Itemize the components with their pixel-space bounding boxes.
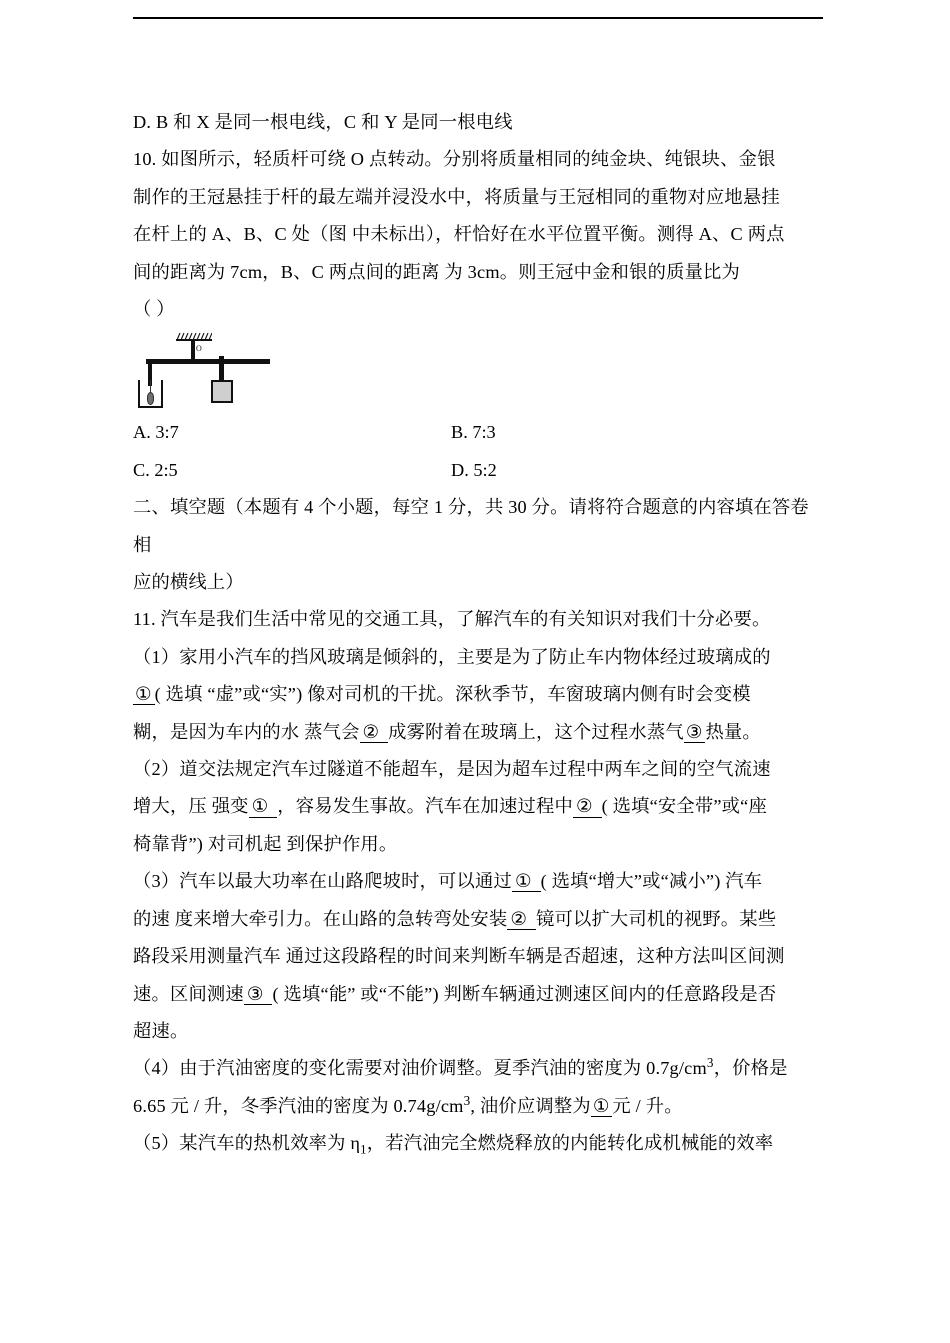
question-10-prev-option-d: D. B 和 X 是同一根电线，C 和 Y 是同一根电线 (133, 112, 513, 132)
answer-blank-9[interactable]: ① (591, 1097, 613, 1117)
question-11-part1-line-1: （1）家用小汽车的挡风玻璃是倾斜的，主要是为了防止车内物体经过玻璃成的 (133, 646, 771, 667)
answer-blank-3[interactable]: ③ (684, 723, 706, 743)
question-11-part3-text-1b: ( 选填“增大”或“减小”) 汽车 (540, 871, 763, 892)
question-11-part3-line-5: 超速。 (133, 1020, 189, 1041)
question-11-part3-line-4 (133, 976, 823, 1013)
question-11-part4-line-1 (133, 1050, 823, 1087)
answer-blank-6[interactable]: ① (512, 872, 541, 892)
question-11-part4-text-2c: 元 / 升。 (612, 1095, 683, 1116)
question-11-part4-text-1a: （4）由于汽油密度的变化需要对油价调整。夏季汽油的密度为 0.7g/cm (133, 1058, 707, 1079)
question-11-part3-text-2a: 的速 度来增大牵引力。在山路的急转弯处安装 (133, 908, 508, 929)
lever-bar (146, 359, 270, 364)
question-10-options-row-2 (133, 452, 823, 489)
question-11-part1-text-3a: 糊，是因为车内的水 蒸气会 (133, 721, 360, 742)
right-hanger-rod (219, 356, 224, 381)
question-10-stem-line-4: 间的距离为 7cm，B、C 两点间的距离 为 3cm。则王冠中金和银的质量比为 (133, 261, 741, 282)
question-11-part2-text-2b: ，容易发生事故。汽车在加速过程中 (277, 796, 573, 817)
question-10-options-row-1 (133, 414, 823, 451)
question-11-part3-text-1a: （3）汽车以最大功率在山路爬坡时，可以通过 (133, 871, 512, 892)
answer-blank-4[interactable]: ① (249, 797, 278, 817)
page-content (133, 104, 823, 1163)
question-10-answer-bracket: （ ） (133, 299, 175, 320)
lever-figure (133, 328, 823, 414)
question-11-part1-line-2 (133, 676, 823, 713)
answer-blank-1[interactable]: ① (133, 685, 155, 705)
answer-blank-8[interactable]: ③ (244, 985, 273, 1005)
question-10-stem-line-1: 10. 如图所示，轻质杆可绕 O 点转动。分别将质量相同的纯金块、纯银块、金银 (133, 149, 776, 170)
question-11-part3-text-2b: 镜可以扩大司机的视野。某些 (536, 908, 777, 929)
option-d[interactable]: D. 5:2 (451, 459, 497, 480)
lever-figure-inner (135, 328, 295, 414)
question-11-part4-text-2a: 6.65 元 / 升，冬季汽油的密度为 0.74g/cm (133, 1095, 464, 1116)
question-11-part1-text-3b: 成雾附着在玻璃上，这个过程水蒸气 (388, 721, 684, 742)
question-11-part1-text-2: ( 选填 “虚”或“实”) 像对司机的干扰。深秋季节，车窗玻璃内侧有时会变模 (154, 684, 751, 705)
option-b[interactable]: B. 7:3 (451, 422, 496, 443)
crown-object (147, 392, 154, 405)
option-a[interactable]: A. 3:7 (133, 422, 179, 443)
question-11-part5-text-1a: （5）某汽车的热机效率为 η (133, 1133, 361, 1154)
page-header-rule (133, 17, 823, 19)
answer-blank-5[interactable]: ② (573, 797, 602, 817)
question-11-part4-text-2b: , 油价应调整为 (470, 1095, 591, 1116)
question-11-part4-line-2 (133, 1088, 823, 1125)
question-11-part2-line-2 (133, 788, 823, 825)
density-exponent-1: 3 (706, 1055, 714, 1071)
question-11-part3-line-2 (133, 901, 823, 938)
question-10-stem-line-2: 制作的王冠悬挂于杆的最左端并浸没水中，将质量与王冠相同的重物对应地悬挂 (133, 186, 780, 207)
section-two-heading-line-1: 二、填空题（本题有 4 个小题，每空 1 分，共 30 分。请将符合题意的内容填在答卷相 (133, 497, 809, 555)
question-11-part2-text-2c: ( 选填“安全带”或“座 (601, 796, 767, 817)
option-c[interactable]: C. 2:5 (133, 459, 178, 480)
answer-blank-7[interactable]: ② (507, 910, 536, 930)
eta-subscript: 1 (360, 1142, 367, 1157)
question-11-part5-line-1 (133, 1125, 823, 1162)
question-11-part2-text-2a: 增大，压 强变 (133, 796, 249, 817)
question-11-part1-line-3 (133, 714, 823, 751)
question-11-part3-line-1 (133, 863, 823, 900)
question-11-part1-text-3c: 热量。 (705, 721, 761, 742)
density-exponent-2: 3 (463, 1092, 471, 1108)
weight-block (211, 380, 233, 403)
question-11-part5-text-1b: ，若汽油完全燃烧释放的内能转化成机械能的效率 (366, 1133, 774, 1154)
question-10-stem-line-3: 在杆上的 A、B、C 处（图 中未标出），杆恰好在水平位置平衡。测得 A、C 两点 (133, 224, 785, 245)
section-two-heading-line-2: 应的横线上） (133, 572, 244, 593)
question-11-part2-line-3: 椅靠背”) 对司机起 到保护作用。 (133, 833, 398, 854)
question-11-part3-line-3: 路段采用测量汽车 通过这段路程的时间来判断车辆是否超速，这种方法叫区间测 (133, 946, 785, 967)
question-11-part4-text-1b: ，价格是 (713, 1058, 788, 1079)
question-11-part3-text-4b: ( 选填“能” 或“不能”) 判断车辆通过测速区间内的任意路段是否 (272, 983, 777, 1004)
pivot-rod (191, 340, 195, 361)
question-11-part3-text-4a: 速。区间测速 (133, 983, 244, 1004)
question-11-part2-line-1: （2）道交法规定汽车过隧道不能超车，是因为超车过程中两车之间的空气流速 (133, 759, 771, 780)
question-11-stem: 11. 汽车是我们生活中常见的交通工具，了解汽车的有关知识对我们十分必要。 (133, 609, 771, 630)
answer-blank-2[interactable]: ② (360, 723, 389, 743)
pivot-point-label: O (196, 344, 202, 354)
